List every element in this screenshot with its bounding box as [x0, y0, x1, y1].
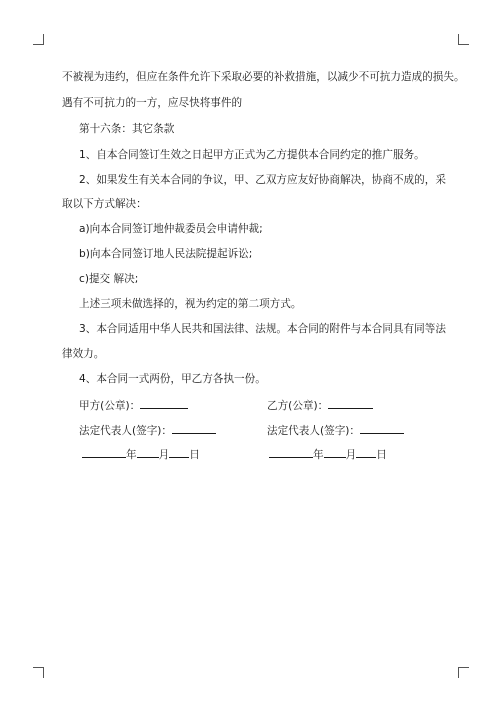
month-blank [324, 446, 346, 458]
party-a-date-row [82, 446, 200, 462]
day-blank [356, 446, 376, 458]
option-a: a)向本合同签订地仲裁委员会申请仲裁; [79, 223, 263, 235]
party-b-seal-label: 乙方(公章)： [267, 400, 329, 412]
clause-3-continued: 律效力。 [62, 348, 105, 360]
clause-1: 1、自本合同签订生效之日起甲方正式为乙方提供本合同约定的推广服务。 [79, 149, 425, 161]
corner-mark-top-left [33, 34, 44, 45]
party-a-seal-label: 甲方(公章)： [79, 400, 141, 412]
clause-2-continued: 取以下方式解决： [62, 198, 147, 210]
year-label: 年 [313, 449, 324, 461]
option-c: c)提交 解决; [79, 273, 139, 285]
clause-2: 2、如果发生有关本合同的争议，甲、乙双方应友好协商解决，协商不成的，采 [79, 174, 446, 186]
party-a-seal-blank [140, 397, 188, 409]
clause-3: 3、本合同适用中华人民共和国法律、法规。本合同的附件与本合同具有同等法 [79, 323, 446, 335]
year-blank [269, 446, 313, 458]
year-blank [82, 446, 126, 458]
section-heading: 第十六条：其它条款 [79, 123, 175, 135]
option-b: b)向本合同签订地人民法院提起诉讼; [79, 248, 253, 260]
day-blank [169, 446, 189, 458]
clause-4: 4、本合同一式两份，甲乙方各执一份。 [79, 373, 266, 385]
corner-mark-bottom-right [458, 667, 469, 678]
month-label: 月 [158, 449, 170, 461]
party-a-seal-row [79, 397, 188, 413]
day-label: 日 [376, 449, 387, 461]
day-label: 日 [189, 449, 200, 461]
paragraph-line: 遇有不可抗力的一方，应尽快将事件的 [62, 97, 243, 109]
corner-mark-top-right [458, 34, 469, 45]
party-b-seal-row [267, 397, 373, 413]
party-a-rep-row [79, 422, 216, 438]
party-b-rep-blank [360, 422, 404, 434]
party-b-rep-label: 法定代表人(签字)： [267, 425, 361, 437]
default-option-note: 上述三项未做选择的，视为约定的第二项方式。 [79, 298, 302, 310]
paragraph-line: 不被视为违约，但应在条件允许下采取必要的补救措施，以减少不可抗力造成的损失。 [62, 71, 465, 83]
party-b-seal-blank [328, 397, 373, 409]
party-a-rep-label: 法定代表人(签字)： [79, 425, 173, 437]
year-label: 年 [126, 449, 137, 461]
party-a-rep-blank [172, 422, 216, 434]
corner-mark-bottom-left [33, 667, 44, 678]
month-blank [137, 446, 159, 458]
party-b-rep-row [267, 422, 404, 438]
month-label: 月 [345, 449, 357, 461]
party-b-date-row [269, 446, 387, 462]
